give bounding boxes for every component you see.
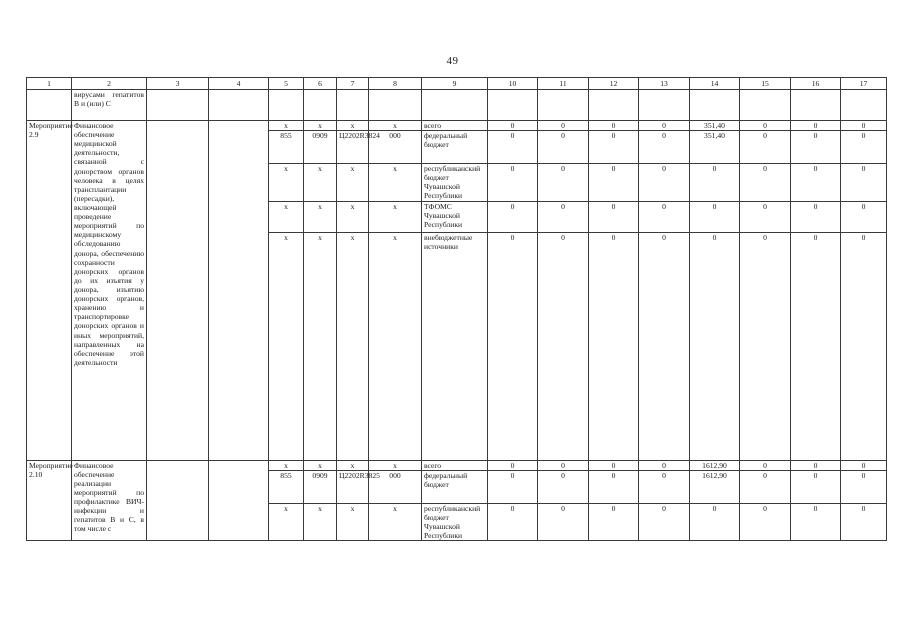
table-cell: 855 — [269, 470, 304, 503]
column-header: 6 — [304, 78, 337, 90]
table-cell: 0 — [791, 460, 841, 470]
table-cell: 0 — [791, 164, 841, 201]
column-header: 14 — [690, 78, 740, 90]
column-header: 12 — [589, 78, 639, 90]
column-header: 4 — [209, 78, 269, 90]
table-cell: 0 — [639, 164, 690, 201]
column-header: 5 — [269, 78, 304, 90]
table-cell: 0 — [639, 460, 690, 470]
funding-source: республиканский бюджет Чувашской Республики — [422, 503, 488, 540]
table-cell: 0 — [841, 470, 887, 503]
table-cell: Ц2202R3824 — [337, 131, 369, 164]
table-cell: 0 — [740, 232, 791, 460]
table-cell: x — [304, 164, 337, 201]
table-cell: 0 — [740, 503, 791, 540]
table-cell: 0 — [791, 503, 841, 540]
table-cell: 0 — [589, 201, 639, 232]
table-cell: 0 — [791, 232, 841, 460]
column-header: 15 — [740, 78, 791, 90]
table-cell: 0 — [841, 232, 887, 460]
funding-source: федеральный бюджет — [422, 470, 488, 503]
column-header: 1 — [27, 78, 72, 90]
table-cell: 1612,90 — [690, 460, 740, 470]
column-header: 16 — [791, 78, 841, 90]
table-row — [27, 90, 887, 121]
table-header-row — [27, 78, 887, 90]
funding-source: всего — [422, 121, 488, 131]
table-cell: 0 — [791, 121, 841, 131]
table-cell: x — [337, 121, 369, 131]
table-cell: 0 — [538, 470, 589, 503]
page-number: 49 — [446, 55, 459, 67]
table-cell: x — [304, 121, 337, 131]
table-cell: 0 — [740, 121, 791, 131]
table-cell: x — [304, 503, 337, 540]
table-cell: 0 — [841, 164, 887, 201]
table-cell: 0 — [740, 164, 791, 201]
table-cell: x — [369, 460, 422, 470]
table-cell: 0 — [791, 131, 841, 164]
table-cell: 0909 — [304, 470, 337, 503]
table-cell: 0 — [589, 232, 639, 460]
table-cell: x — [269, 201, 304, 232]
table-cell: x — [337, 232, 369, 460]
budget-table — [26, 77, 887, 541]
table-cell: x — [369, 232, 422, 460]
table-cell: 351,40 — [690, 121, 740, 131]
table-cell: x — [369, 201, 422, 232]
table-cell: 0 — [690, 503, 740, 540]
table-cell: 0 — [841, 121, 887, 131]
table-cell: 0 — [589, 503, 639, 540]
table-cell: x — [369, 503, 422, 540]
table-row — [27, 121, 887, 131]
table-cell: 0 — [488, 201, 538, 232]
table-cell: 0 — [791, 201, 841, 232]
table-cell: 0 — [690, 232, 740, 460]
table-cell: x — [269, 503, 304, 540]
table-cell: x — [337, 503, 369, 540]
table-cell: 0 — [488, 460, 538, 470]
measure-name: Мероприятие 2.9 — [27, 121, 72, 461]
table-cell: x — [304, 232, 337, 460]
table-cell: 1612,90 — [690, 470, 740, 503]
table-cell: 0 — [488, 164, 538, 201]
table-cell: 0 — [740, 131, 791, 164]
table-cell: 0 — [589, 131, 639, 164]
table-cell: 0 — [639, 232, 690, 460]
table-cell: x — [304, 201, 337, 232]
table-cell: 0 — [538, 232, 589, 460]
column-header: 13 — [639, 78, 690, 90]
table-cell: x — [269, 232, 304, 460]
table-cell: 0 — [589, 121, 639, 131]
measure-description: Финансовое обеспечение реализации мероприятий по профилактике ВИЧ-инфекции и гепатитов В и С, в том числе с — [72, 460, 147, 541]
table-cell: 0 — [841, 460, 887, 470]
table-cell: x — [269, 460, 304, 470]
table-cell: x — [304, 460, 337, 470]
table-cell: 0 — [841, 503, 887, 540]
funding-source: ТФОМС Чувашской Республики — [422, 201, 488, 232]
table-cell: x — [369, 121, 422, 131]
column-header: 10 — [488, 78, 538, 90]
measure-description: Финансовое обеспечение медицинской деятельности, связанной с донорством органов человека в целях трансплантации (пересадки), включающей проведение мероприятий по медицинскому обследованию донора, обеспечению сохранности донорских органов до их изъятия у донора, изъятию донорских органов, хранению и транспортировке донорских органов и иных мероприятий, направленных на обеспечение этой деятельности — [72, 121, 147, 461]
table-cell: x — [337, 164, 369, 201]
table-cell: x — [337, 460, 369, 470]
carry-over-description: вирусами гепатитов В и (или) С — [72, 90, 147, 121]
table-cell: 0 — [488, 232, 538, 460]
column-header: 11 — [538, 78, 589, 90]
table-cell: 0 — [538, 201, 589, 232]
table-cell: x — [269, 164, 304, 201]
table-cell: 0 — [841, 201, 887, 232]
column-header: 17 — [841, 78, 887, 90]
table-cell: 0 — [538, 460, 589, 470]
column-header: 9 — [422, 78, 488, 90]
table-cell: x — [269, 121, 304, 131]
table-cell: 000 — [369, 131, 422, 164]
table-cell: 0 — [639, 201, 690, 232]
table-cell: 0 — [740, 460, 791, 470]
funding-source: всего — [422, 460, 488, 470]
table-cell: 0909 — [304, 131, 337, 164]
table-cell: 0 — [488, 131, 538, 164]
table-cell: 0 — [740, 201, 791, 232]
table-cell: 0 — [538, 164, 589, 201]
table-cell: 0 — [639, 121, 690, 131]
funding-source: внебюджетные источники — [422, 232, 488, 460]
table-cell: 0 — [589, 470, 639, 503]
table-cell: 0 — [488, 121, 538, 131]
table-cell: 0 — [639, 131, 690, 164]
table-cell: Ц2202R3825 — [337, 470, 369, 503]
table-cell: 0 — [690, 164, 740, 201]
table-cell: x — [337, 201, 369, 232]
column-header: 2 — [72, 78, 147, 90]
table-cell: 0 — [740, 470, 791, 503]
table-cell: 0 — [841, 131, 887, 164]
column-header: 8 — [369, 78, 422, 90]
column-header: 3 — [147, 78, 209, 90]
table-cell: 0 — [791, 470, 841, 503]
table-cell: 0 — [690, 201, 740, 232]
funding-source: федеральный бюджет — [422, 131, 488, 164]
table-cell: 0 — [589, 460, 639, 470]
table-cell: 0 — [639, 470, 690, 503]
table-row — [27, 460, 887, 470]
table-cell: 000 — [369, 470, 422, 503]
table-cell: x — [369, 164, 422, 201]
table-cell: 0 — [538, 121, 589, 131]
table-cell: 351,40 — [690, 131, 740, 164]
column-header: 7 — [337, 78, 369, 90]
funding-source: республиканский бюджет Чувашской Республики — [422, 164, 488, 201]
table-cell: 0 — [589, 164, 639, 201]
table-cell: 0 — [488, 470, 538, 503]
table-cell: 0 — [538, 503, 589, 540]
table-cell: 0 — [639, 503, 690, 540]
table-cell: 0 — [538, 131, 589, 164]
measure-name: Мероприятие 2.10 — [27, 460, 72, 541]
table-cell: 855 — [269, 131, 304, 164]
table-cell: 0 — [488, 503, 538, 540]
